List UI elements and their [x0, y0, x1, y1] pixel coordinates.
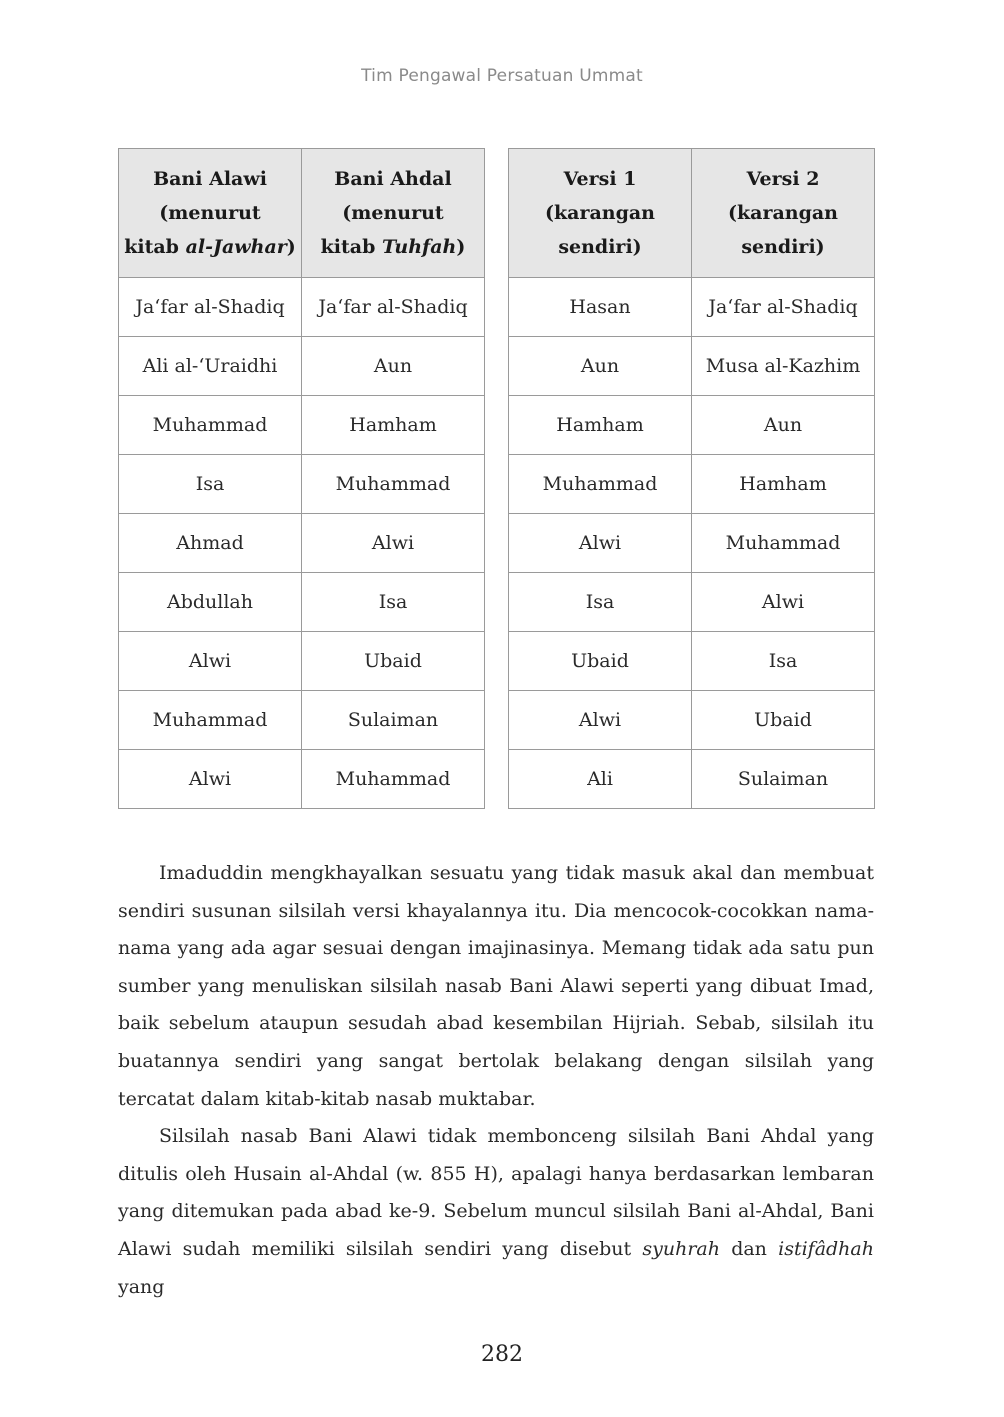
table-cell: Abdullah — [119, 573, 302, 632]
header-italic: Tuhfah — [382, 236, 457, 258]
table-row — [509, 337, 875, 396]
table-cell: Ahmad — [119, 514, 302, 573]
table-cell: Ja‘far al-Shadiq — [119, 278, 302, 337]
table-row — [119, 750, 485, 809]
table-cell: Isa — [302, 573, 485, 632]
table-row — [119, 337, 485, 396]
header-italic: al-Jawhar — [185, 236, 287, 258]
table-cell: Sulaiman — [692, 750, 875, 809]
table-cell: Musa al-Kazhim — [692, 337, 875, 396]
header-line: Versi 2 — [746, 168, 820, 190]
paragraph: Imaduddin mengkhayalkan sesuatu yang tidak masuk akal dan membuat sendiri susunan silsilah versi khayalannya itu. Dia mencocok-cocokkan nama-nama yang ada agar sesuai dengan imajinasinya. Memang tidak ada satu pun sumber yang menuliskan silsilah nasab Bani Alawi seperti yang dibuat Imad, baik sebelum ataupun sesudah abad kesembilan Hijriah. Sebab, silsilah itu buatannya sendiri yang sangat bertolak belakang dengan silsilah yang tercatat dalam kitab-kitab nasab muktabar. — [118, 862, 874, 1110]
italic-term: syuhrah — [642, 1237, 720, 1260]
table-cell: Hasan — [509, 278, 692, 337]
table-row — [509, 691, 875, 750]
table-cell: Muhammad — [302, 455, 485, 514]
header-bani-ahdal — [302, 149, 485, 278]
header-bani-alawi — [119, 149, 302, 278]
table-row — [119, 691, 485, 750]
header-versi-1 — [509, 149, 692, 278]
header-line: ) — [456, 236, 466, 258]
header-line: sendiri) — [558, 236, 642, 258]
table-cell: Ubaid — [692, 691, 875, 750]
table-cell: Isa — [509, 573, 692, 632]
table-cell: Ja‘far al-Shadiq — [302, 278, 485, 337]
table-cell: Muhammad — [119, 691, 302, 750]
header-line: (menurut — [342, 202, 444, 224]
table-cell: Muhammad — [119, 396, 302, 455]
table-cell: Aun — [509, 337, 692, 396]
page-number: 282 — [481, 1342, 523, 1367]
table-header-row — [509, 149, 875, 278]
table-row — [509, 750, 875, 809]
table-cell: Isa — [692, 632, 875, 691]
italic-term: istifâdhah — [778, 1237, 874, 1260]
table-row — [509, 455, 875, 514]
table-header-row — [119, 149, 485, 278]
header-line: ) — [286, 236, 296, 258]
table-row — [509, 278, 875, 337]
table-cell: Muhammad — [692, 514, 875, 573]
header-line: Bani Ahdal — [334, 168, 452, 190]
table-cell: Alwi — [119, 632, 302, 691]
table-row — [119, 573, 485, 632]
table-cell: Alwi — [509, 514, 692, 573]
header-versi-2 — [692, 149, 875, 278]
table-cell: Hamham — [509, 396, 692, 455]
table-cell: Alwi — [119, 750, 302, 809]
table-cell: Ali al-‘Uraidhi — [119, 337, 302, 396]
table-row — [119, 632, 485, 691]
paragraph — [118, 1118, 874, 1306]
table-cell: Isa — [119, 455, 302, 514]
running-header: Tim Pengawal Persatuan Ummat — [361, 66, 643, 86]
table-cell: Ubaid — [509, 632, 692, 691]
table-row — [509, 514, 875, 573]
table-cell: Ubaid — [302, 632, 485, 691]
genealogy-table-right — [508, 148, 875, 809]
paragraph-text: yang — [118, 1275, 165, 1298]
table-cell: Hamham — [302, 396, 485, 455]
header-line: Versi 1 — [563, 168, 637, 190]
header-line: Bani Alawi — [153, 168, 267, 190]
table-cell: Muhammad — [302, 750, 485, 809]
paragraph-text: dan — [720, 1237, 779, 1260]
header-line: sendiri) — [741, 236, 825, 258]
table-cell: Ali — [509, 750, 692, 809]
table-row — [119, 278, 485, 337]
paragraph-text: Silsilah nasab Bani Alawi tidak membonceng silsilah Bani Ahdal yang ditulis oleh Husain al-Ahdal (w. 855 H), apalagi hanya berdasarkan lembaran yang ditemukan pada abad ke-9. Sebelum muncul silsilah Bani al-Ahdal, Bani Alawi sudah memiliki silsilah sendiri yang disebut — [118, 1125, 874, 1260]
header-line: kitab — [320, 236, 383, 258]
header-line: (karangan — [727, 202, 838, 224]
table-row — [119, 514, 485, 573]
header-line: (menurut — [159, 202, 261, 224]
table-row — [509, 573, 875, 632]
table-cell: Hamham — [692, 455, 875, 514]
table-cell: Alwi — [692, 573, 875, 632]
genealogy-table-left — [118, 148, 485, 809]
table-cell: Alwi — [509, 691, 692, 750]
table-row — [119, 396, 485, 455]
table-row — [119, 455, 485, 514]
table-cell: Aun — [692, 396, 875, 455]
header-line: kitab — [124, 236, 186, 258]
table-cell: Alwi — [302, 514, 485, 573]
body-text — [118, 855, 874, 1306]
table-cell: Muhammad — [509, 455, 692, 514]
table-row — [509, 396, 875, 455]
table-row — [509, 632, 875, 691]
table-cell: Sulaiman — [302, 691, 485, 750]
header-line: (karangan — [544, 202, 655, 224]
table-cell: Aun — [302, 337, 485, 396]
table-cell: Ja‘far al-Shadiq — [692, 278, 875, 337]
